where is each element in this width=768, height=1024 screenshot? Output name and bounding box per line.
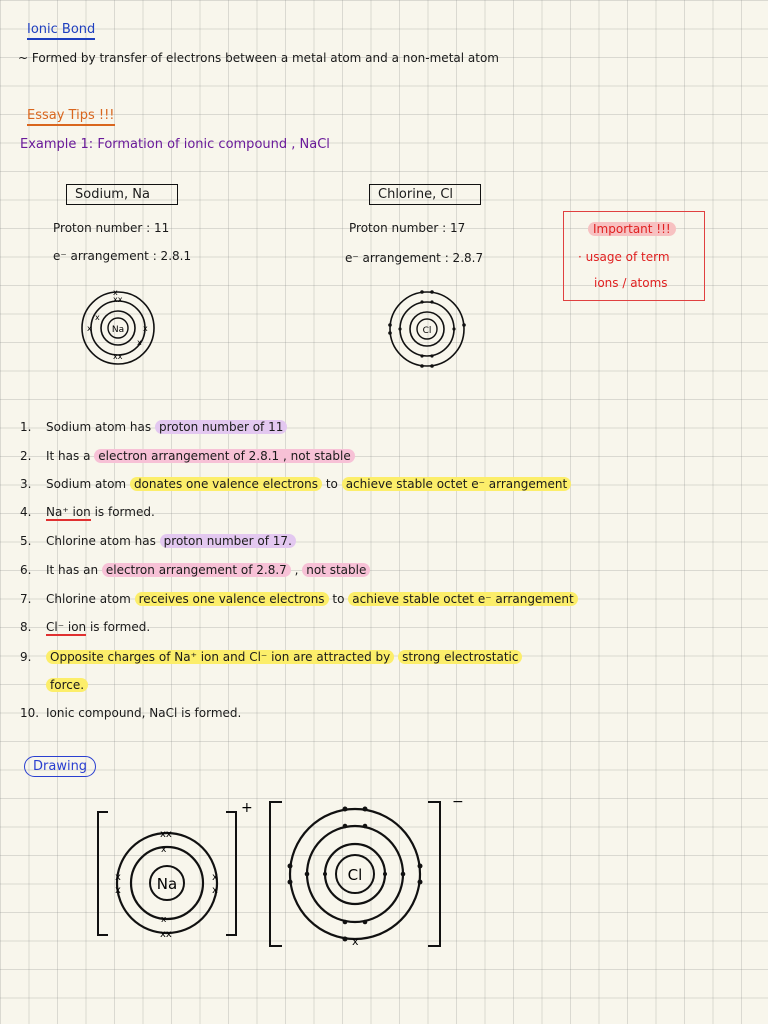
sodium-ion-nucleus-label: Na — [156, 875, 178, 893]
example-heading: Example 1: Formation of ionic compound , NaCl — [20, 137, 330, 152]
chlorine-box: Chlorine, Cl — [369, 184, 481, 205]
svg-text:xx: xx — [113, 352, 123, 361]
svg-text:x: x — [352, 935, 359, 948]
step-3: 3. Sodium atom donates one valence electrons to achieve stable octet e⁻ arrangement — [20, 477, 571, 491]
svg-text:x: x — [212, 872, 218, 883]
step-9-continued: force. — [20, 678, 88, 692]
svg-text:x: x — [161, 845, 167, 855]
chlorine-atom-small — [388, 290, 466, 368]
step-1: 1. Sodium atom has proton number of 11 — [20, 420, 287, 434]
definition-text: ~ Formed by transfer of electrons between a metal atom and a non-metal atom — [18, 51, 499, 65]
step-5: 5. Chlorine atom has proton number of 17. — [20, 534, 296, 548]
sodium-nucleus-small-label: Na — [111, 325, 125, 335]
chlorine-proton-number: Proton number : 17 — [349, 221, 466, 235]
step-10: 10. Ionic compound, NaCl is formed. — [20, 706, 242, 720]
svg-text:x: x — [212, 885, 218, 896]
step-4: 4. Na⁺ ion is formed. — [20, 505, 155, 519]
svg-text:x: x — [137, 338, 142, 347]
step-7: 7. Chlorine atom receives one valence electrons to achieve stable octet e⁻ arrangement — [20, 592, 578, 606]
sodium-proton-number: Proton number : 11 — [53, 221, 170, 235]
step-6: 6. It has an electron arrangement of 2.8.7 , not stable — [20, 563, 370, 577]
important-heading: Important !!! — [588, 222, 676, 236]
step-8: 8. Cl⁻ ion is formed. — [20, 620, 151, 634]
svg-text:x: x — [87, 324, 92, 333]
page-title: Ionic Bond — [27, 22, 95, 40]
chloride-ion-charge: − — [452, 794, 464, 810]
sodium-ion-drawing — [98, 800, 253, 940]
svg-text:x: x — [95, 313, 100, 322]
chloride-ion-nucleus-label: Cl — [347, 866, 363, 884]
svg-text:xx: xx — [113, 295, 123, 304]
svg-text:x: x — [115, 885, 121, 896]
svg-text:xx: xx — [160, 829, 172, 840]
svg-text:xx: xx — [160, 929, 172, 940]
chloride-ion-drawing — [270, 794, 464, 948]
important-line-1: · usage of term — [578, 250, 670, 264]
drawing-label: Drawing — [24, 756, 96, 777]
svg-text:x: x — [143, 324, 148, 333]
step-9: 9. Opposite charges of Na⁺ ion and Cl⁻ ion are attracted by strong electrostatic — [20, 650, 522, 664]
sodium-box: Sodium, Na — [66, 184, 178, 205]
svg-text:x: x — [113, 288, 118, 297]
sodium-ion-charge: + — [241, 800, 253, 816]
sodium-atom-small — [82, 288, 154, 364]
step-2: 2. It has a electron arrangement of 2.8.1 , not stable — [20, 449, 355, 463]
important-line-2: ions / atoms — [594, 276, 668, 290]
svg-text:x: x — [161, 915, 167, 925]
sodium-arrangement: e⁻ arrangement : 2.8.1 — [53, 249, 192, 263]
chlorine-nucleus-small-label: Cl — [422, 326, 432, 336]
svg-text:x: x — [115, 872, 121, 883]
essay-tips-label: Essay Tips !!! — [27, 108, 115, 126]
chlorine-arrangement: e⁻ arrangement : 2.8.7 — [345, 251, 484, 265]
